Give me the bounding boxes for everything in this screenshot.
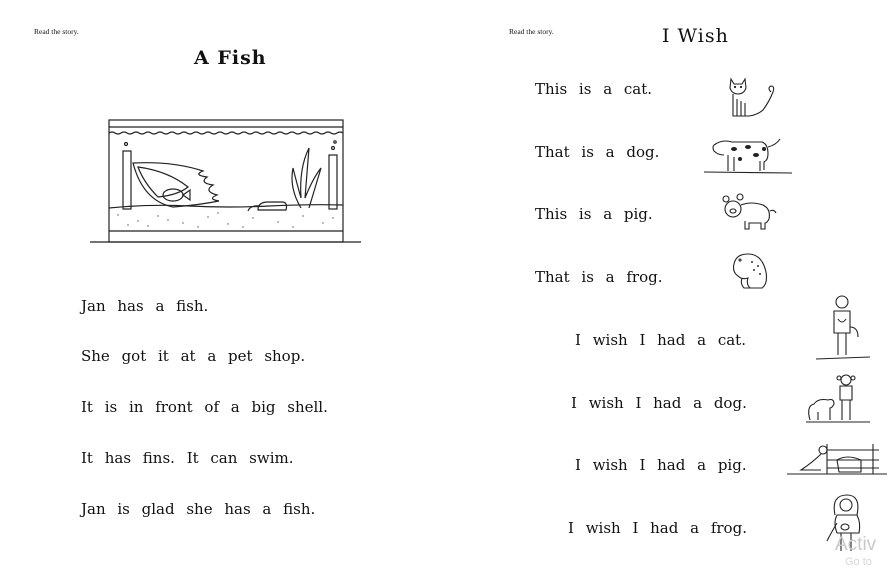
- page-title: I Wish: [662, 25, 729, 47]
- story-line-3: It is in front of a big shell.: [81, 398, 328, 416]
- story-line-6: I wish I had a dog.: [571, 394, 747, 412]
- story-line-2: She got it at a pet shop.: [81, 347, 306, 365]
- fish-tank-icon: [88, 115, 364, 247]
- story-line-1: Jan has a fish.: [81, 297, 209, 315]
- activation-watermark-subtext: Go to: [845, 556, 872, 568]
- story-line-5: Jan is glad she has a fish.: [81, 500, 316, 518]
- person-with-cat-icon: [814, 293, 872, 361]
- story-line-4: That is a frog.: [535, 268, 663, 286]
- pig-icon: [722, 193, 778, 233]
- instruction-text: Read the story.: [34, 27, 79, 36]
- story-line-7: I wish I had a pig.: [575, 456, 747, 474]
- story-line-2: That is a dog.: [535, 143, 660, 161]
- story-page-i-wish: [450, 0, 891, 567]
- girl-with-dog-icon: [806, 372, 870, 424]
- story-line-3: This is a pig.: [535, 205, 653, 223]
- story-line-4: It has fins. It can swim.: [81, 449, 294, 467]
- dog-icon: [704, 135, 792, 175]
- story-line-1: This is a cat.: [535, 80, 653, 98]
- frog-icon: [730, 250, 770, 292]
- story-line-5: I wish I had a cat.: [575, 331, 746, 349]
- cat-icon: [725, 75, 781, 121]
- instruction-text: Read the story.: [509, 27, 554, 36]
- page-title: A Fish: [194, 47, 267, 69]
- story-line-8: I wish I had a frog.: [568, 519, 747, 537]
- person-with-pig-icon: [787, 440, 887, 478]
- activation-watermark: Activ: [835, 534, 877, 555]
